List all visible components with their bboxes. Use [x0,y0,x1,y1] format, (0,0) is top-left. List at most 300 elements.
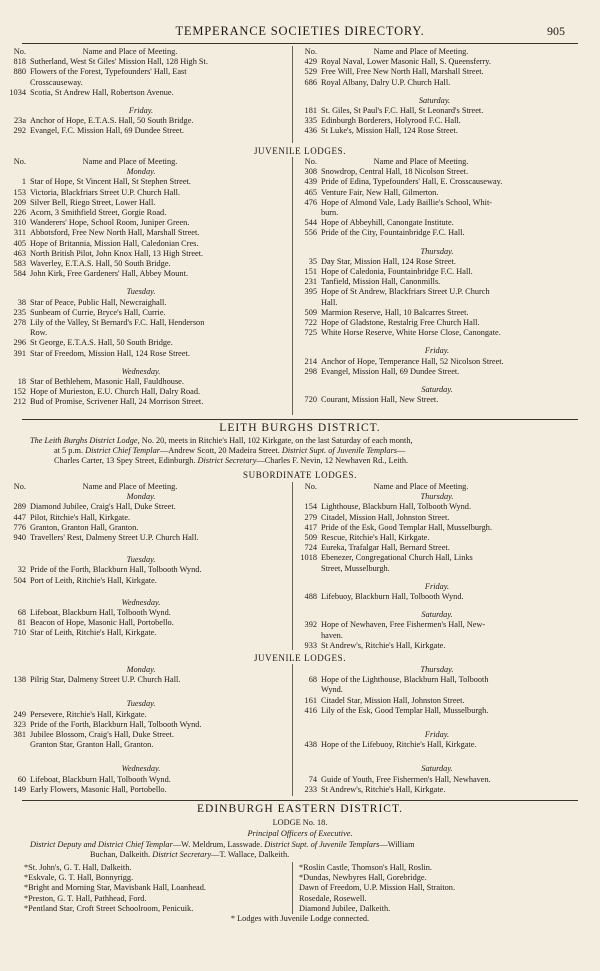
lodge-entry [6,608,288,618]
day-label: Monday. [126,167,156,177]
lodge-entry [297,267,587,277]
lodge-name-place: Royal Albany, Dalry U.P. Church Hall. [321,77,451,87]
lodge-number: 416 [304,705,317,715]
lodge-number: 392 [304,620,317,630]
lodge-number: 405 [13,238,26,248]
lodge-entry [297,553,587,563]
lodge-name-place: St. Giles, St Paul's F.C. Hall, St Leonard's Street. [321,106,484,116]
day-label: Saturday. [421,610,453,620]
lodge-name-place: Lily of the Esk, Good Templar Hall, Musselburgh. [321,705,489,715]
lodge-name-place: Citadel Star, Mission Hall, Johnston Street. [321,695,465,705]
lodge-number: 933 [304,640,317,650]
lodge-entry [297,177,587,187]
col-no-label: No. [304,482,317,491]
lodge-number: 161 [304,695,317,705]
list-item: *Preston, G. T. Hall, Pathhead, Ford. [24,893,147,903]
lodge-entry [6,88,288,98]
page-number: 905 [547,24,565,38]
lodge-name-place: Courant, Mission Hall, New Street. [321,395,439,405]
day-label: Monday. [126,492,156,502]
lodge-name-place: John Kirk, Free Gardeners' Hall, Abbey Mount. [30,269,188,279]
lodge-number: 417 [304,522,317,532]
lodge-name-place: Victoria, Blackfriars Street U.P. Church Hall. [30,187,180,197]
list [6,502,288,543]
day-label: Thursday. [420,492,454,502]
lodge-number: 1034 [9,87,26,97]
header-rule [22,43,578,44]
col-no-label: No. [304,47,317,56]
lodge-number: 476 [304,197,317,207]
lodge-entry [297,523,587,533]
lodge-entry [297,775,587,785]
lodge-name-place: North British Pilot, John Knox Hall, 13 High Street. [30,248,204,258]
list-item: *Bright and Morning Star, Mavisbank Hall, Loanhead. [24,883,206,893]
officer-name: Buchan, Dalkeith. [90,850,151,860]
juvenile-left-column [6,157,288,408]
lodge-entry [6,565,288,575]
lodge-entry [6,397,288,407]
lodge-entry [6,720,288,730]
footnote: * Lodges with Juvenile Lodge connected. [230,914,370,923]
lodge-number: 722 [304,318,317,328]
lodge-name-place: St Andrew's, Ritchie's Hall, Kirkgate. [321,640,446,650]
page-header [0,24,600,40]
lodge-number: 686 [304,77,317,87]
lodge-name-place: Tanfield, Mission Hall, Canonmills. [321,277,441,287]
lodge-name-place: Pride of the Esk, Good Templar Hall, Musselburgh. [321,522,493,532]
lodge-entry-continued [297,631,587,641]
lodge-name-place: Eureka, Trafalgar Hall, Bernard Street. [321,543,450,553]
lodge-name-place: Wynd. [321,685,343,695]
col-name-label: Name and Place of Meeting. [373,47,469,56]
lodge-name-place: Hope of the Lifebuoy, Ritchie's Hall, Kirkgate. [321,740,477,750]
col-no-label: No. [13,47,26,56]
lodge-name-place: Silver Bell, Riego Street, Lower Hall. [30,197,156,207]
lodge-entry [6,57,288,67]
lodge-entry [297,706,587,716]
lodge-entry [6,308,288,318]
lodge-name-place: Star of Leith, Ritchie's Hall, Kirkgate. [30,628,157,638]
lodge-number: 81 [17,618,26,628]
lodge-number: 776 [13,522,26,532]
lodge-entry [6,533,288,543]
lodge-name-place: Travellers' Rest, Dalmeny Street U.P. Church Hall. [30,533,199,543]
dash: — [397,446,406,456]
subordinate-lodges-heading: SUBORDINATE LODGES. [243,470,357,480]
lodge-name-place: Hall. [321,297,338,307]
lodge-number: 298 [304,366,317,376]
lodge-number: 818 [13,57,26,67]
lodge-number: 38 [17,297,26,307]
lodge-name-place: Lifebuoy, Blackburn Hall, Tolbooth Wynd. [321,592,464,602]
lodge-entry [297,116,582,126]
lodge-name-place: Beacon of Hope, Masonic Hall, Portobello. [30,618,174,628]
lodge-name-place: Lifeboat, Blackburn Hall, Tolbooth Wynd. [30,608,171,618]
lodge-entry [297,592,587,602]
lodge-entry [297,188,587,198]
lodge-name-place: Lighthouse, Blackburn Hall, Tolbooth Wynd. [321,502,472,512]
lodge-name-place: Star of Freedom, Mission Hall, 124 Rose Street. [30,348,190,358]
eastern-left-column [24,863,289,914]
lodge-number: 138 [13,675,26,685]
lodge-entry-continued [297,208,587,218]
lodge-entry [6,126,288,136]
lodge-entry [297,106,582,116]
officer-title: District Supt. of Juvenile Templars [281,446,398,456]
list [6,177,288,279]
lodge-entry [297,696,587,706]
lodge-entry [6,628,288,638]
lodge-number: 488 [304,592,317,602]
lodge-name-place: Guide of Youth, Free Fishermen's Hall, Newhaven. [321,774,491,784]
lodge-name-place: Hope of Murieston, E.U. Church Hall, Dalry Road. [30,387,201,397]
list [6,377,288,408]
lodge-number: 279 [304,512,317,522]
lodge-number: 584 [13,269,26,279]
list [6,565,288,585]
lodge-entry [297,277,587,287]
lodge-entry [297,126,582,136]
lodge-entry [6,208,288,218]
col-name-label: Name and Place of Meeting. [373,157,469,166]
lodge-entry [6,349,288,359]
lodge-name-place: Waverley, E.T.A.S. Hall, 50 South Bridge. [30,259,171,269]
lodge-entry [6,513,288,523]
lodge-number: 68 [17,608,26,618]
lodge-number: 296 [13,338,26,348]
lodge-number: 1 [21,177,26,187]
lodge-number: 212 [13,397,26,407]
day-label: Tuesday. [126,555,156,565]
lodge-entry [297,641,587,651]
lodge-name-place: Sutherland, West St Giles' Mission Hall, 128 High St. [30,57,208,67]
lodge-number: 278 [13,318,26,328]
lodge-entry [6,618,288,628]
lodge-name-place: Jubilee Blossom, Craig's Hall, Duke Street. [30,730,174,740]
officer-title: District Chief Templar [85,446,160,456]
lodge-name-place: Early Flowers, Masonic Hall, Portobello. [30,784,167,794]
list [297,357,587,377]
list-item: *Pentland Star, Croft Street Schoolroom, Penicuik. [24,903,194,913]
lodge-name-place: Royal Naval, Lower Masonic Hall, S. Queensferry. [321,57,491,67]
lodge-number: 153 [13,187,26,197]
lodge-entry [6,785,288,795]
officer-title: District Deputy and District Chief Templar [30,840,173,849]
lodge-entry [6,67,288,77]
lodge-number: 235 [13,307,26,317]
lodge-name-place: Day Star, Mission Hall, 124 Rose Street. [321,256,456,266]
leith-juvenile-heading: JUVENILE LODGES. [253,653,347,663]
lodge-name-place: Bud of Promise, Scrivener Hall, 24 Morrison Street. [30,397,204,407]
day-label: Friday. [424,730,450,740]
lodge-name-place: Hope of Abbeyhill, Canongate Institute. [321,218,454,228]
lodge-entry [297,318,587,328]
lodge-name-place: Crosscauseway. [30,77,83,87]
lodge-entry [297,513,587,523]
list [297,740,587,750]
lodge-name-place: Port of Leith, Ritchie's Hall, Kirkgate. [30,575,157,585]
lodge-entry-continued [6,740,288,750]
list [6,775,288,795]
column-divider [292,46,293,143]
lodge-entry [297,543,587,553]
lodge-number: 311 [13,228,26,238]
lodge-name-place: Abbotsford, Free New North Hall, Marshall Street. [30,228,200,238]
lodge-entry [6,730,288,740]
lodge-name-place: Star of Peace, Public Hall, Newcraighall. [30,297,167,307]
lodge-number: 149 [13,784,26,794]
lodge-number: 68 [308,675,317,685]
lodge-entry [6,218,288,228]
lodge-entry-continued [297,298,587,308]
leith-sub-left-column [6,482,288,639]
lodge-name-place: Ebenezer, Congregational Church Hall, Links [321,553,473,563]
lodge-number: 23a [14,116,26,126]
list-item: Dawn of Freedom, U.P. Mission Hall, Straiton. [299,883,456,893]
officer-name: —W. Meldrum, Lasswade. [172,840,263,849]
page-title: TEMPERANCE SOCIETIES DIRECTORY. [175,24,425,38]
lodge-number: 529 [304,67,317,77]
lodge-entry [6,228,288,238]
lodge-number: 395 [304,287,317,297]
lodge-entry [297,533,587,543]
lodge-name-place: Pride of Edina, Typefounders' Hall, E. Crosscauseway. [321,177,503,187]
lodge-entry [6,298,288,308]
list-item: *Dundas, Newbyres Hall, Gorebridge. [299,873,427,883]
day-label: Friday. [424,581,450,591]
lodge-name-place: Row. [30,328,48,338]
list [297,257,587,339]
day-label: Thursday. [420,665,454,674]
lodge-name-place: Hope of Caledonia, Fountainbridge F.C. Hall. [321,267,473,277]
lodge-name-place: Marmion Reserve, Hall, 10 Balcarres Street. [321,307,469,317]
lodge-entry [6,177,288,187]
lodge-number: 381 [13,730,26,740]
lodge-number: 439 [304,177,317,187]
lodge-entry [6,249,288,259]
day-label: Thursday. [420,246,454,256]
lodge-name-place: Rescue, Ritchie's Hall, Kirkgate. [321,533,430,543]
col-no-label: No. [13,157,26,166]
officer-name: —T. Wallace, Dalkeith. [211,850,290,860]
lodge-name-place: Hope of Gladstone, Restalrig Free Church Hall. [321,318,480,328]
officer-name: —Andrew Scott, 20 Madeira Street. [159,446,280,456]
column-divider [292,482,293,650]
lodge-name-place: Pilrig Star, Dalmeny Street U.P. Church Hall. [30,675,181,685]
lodge-number: 74 [308,774,317,784]
lodge-number: 335 [304,116,317,126]
lodge-number: 504 [13,575,26,585]
lodge-name-place: Granton, Granton Hall, Granton. [30,522,139,532]
lodge-name-place: Evangel, F.C. Mission Hall, 69 Dundee Street. [30,126,184,136]
lodge-name-place: Venture Fair, New Hall, Gilmerton. [321,187,439,197]
day-label: Wednesday. [121,597,161,607]
column-divider [292,157,293,415]
juvenile-lodges-heading: JUVENILE LODGES. [253,146,347,156]
day-label: Saturday. [421,764,453,774]
lodge-number: 154 [304,502,317,512]
lodge-name-place: Scotia, St Andrew Hall, Robertson Avenue. [30,87,174,97]
lodge-name-place: Diamond Jubilee, Craig's Hall, Duke Street. [30,502,176,512]
lodge-name-place: Hope of St Andrew, Blackfriars Street U.P. Church [321,287,490,297]
leith-juv-right-column [297,665,587,795]
lodge-number: 725 [304,328,317,338]
lodge-number: LODGE No. 18. [272,818,328,827]
eastern-district-title: EDINBURGH EASTERN DISTRICT. [197,803,403,815]
lodge-name-place: Free Will, Free New North Hall, Marshall Street. [321,67,484,77]
lodge-number: 509 [304,533,317,543]
lodge-number: 60 [17,774,26,784]
officer-name: —William [379,840,415,849]
list [297,167,587,238]
lodge-entry [6,377,288,387]
eastern-right-column [299,863,579,914]
lodge-name-place: Pride of the Forth, Blackburn Hall, Tolbooth Wynd. [30,719,202,729]
list [297,57,582,88]
lodge-entry [297,287,587,297]
lodge-name-place: Hope of the Lighthouse, Blackburn Hall, Tolbooth [321,675,489,685]
lodge-entry [6,338,288,348]
lodge-number: 231 [304,277,317,287]
lodge-number: 214 [304,356,317,366]
lodge-number: 152 [13,387,26,397]
lodge-name-place: Citadel, Mission Hall, Johnston Street. [321,512,450,522]
lodge-name-place: Snowdrop, Central Hall, 18 Nicolson Street. [321,167,469,177]
list [6,57,288,98]
lodge-number: 249 [13,709,26,719]
lodge-number: 18 [17,377,26,387]
lodge-name-place: haven. [321,630,343,640]
lodge-name: The Leith Burghs District Lodge [30,436,138,445]
lodge-number: 1018 [300,553,317,563]
officer-title: District Supt. of Juvenile Templars [264,840,380,849]
lodge-entry [6,576,288,586]
col-no-label: No. [13,482,26,491]
lodge-number: 544 [304,218,317,228]
lodge-entry [297,218,587,228]
list [6,116,288,136]
lodge-number: 447 [13,512,26,522]
officer-title: District Secretary [152,850,212,860]
lodge-number: 509 [304,307,317,317]
list [297,675,587,716]
lodge-number: 583 [13,259,26,269]
day-label: Friday. [424,346,450,356]
col-no-label: No. [304,157,317,166]
lodge-number: 720 [304,395,317,405]
lodge-number: 438 [304,740,317,750]
col-name-label: Name and Place of Meeting. [82,157,178,166]
lodge-number: 310 [13,218,26,228]
lodge-number: 710 [13,628,26,638]
lodge-entry [6,502,288,512]
lodge-name-place: Pride of the City, Fountainbridge F.C. Hall. [321,228,465,238]
lodge-number: 209 [13,197,26,207]
lodge-number: 35 [308,256,317,266]
leith-district-title: LEITH BURGHS DISTRICT. [219,422,381,434]
lodge-name-place: St George, E.T.A.S. Hall, 50 South Bridge. [30,338,173,348]
column-divider [292,664,293,796]
lodge-entry [6,523,288,533]
lodge-name-place: Wanderers' Hope, School Room, Juniper Green. [30,218,190,228]
list [297,620,587,651]
lodge-entry [297,675,587,685]
lodge-number: 233 [304,784,317,794]
lodge-entry [297,78,582,88]
lodge-entry [6,269,288,279]
lodge-entry [297,57,582,67]
lodge-entry [297,357,587,367]
lodge-entry [297,167,587,177]
lodge-entry-continued [6,78,288,88]
lodge-entry [6,239,288,249]
lodge-entry [297,198,587,208]
list-item: Diamond Jubilee, Dalkeith. [299,903,391,913]
lodge-entry [6,710,288,720]
lodge-name-place: Hope of Britannia, Mission Hall, Caledonian Cres. [30,238,199,248]
meeting-time: at 5 p.m. [54,446,84,456]
lodge-entry-continued [297,564,587,574]
col-name-label: Name and Place of Meeting. [82,482,178,491]
top-right-column [297,47,582,137]
list [6,710,288,751]
lodge-entry [297,367,587,377]
lodge-entry [6,116,288,126]
lodge-name-place: St Andrew's, Ritchie's Hall, Kirkgate. [321,784,446,794]
lodge-entry [6,387,288,397]
day-label: Friday. [128,106,154,116]
list-item: Rosedale, Rosewell. [299,893,367,903]
lodge-entry [6,318,288,328]
lodge-number: 436 [304,126,317,136]
lodge-number: 463 [13,248,26,258]
lodge-entry [297,308,587,318]
lodge-name-place: Sunbeam of Currie, Bryce's Hall, Currie. [30,307,166,317]
officers-heading: Principal Officers of Executive. [247,829,353,838]
lodge-name-place: Hope of Newhaven, Free Fishermen's Hall, New- [321,620,486,630]
lodge-number: 465 [304,187,317,197]
officer-title: District Secretary [197,456,257,466]
lodge-entry [297,228,587,238]
meeting-info: , No. 20, meets in Ritchie's Hall, 102 Kirkgate, on the last Saturday of each month, [137,436,413,445]
day-label: Saturday. [421,385,453,395]
col-name-label: Name and Place of Meeting. [82,47,178,56]
lodge-number: 940 [13,533,26,543]
leith-sub-right-column [297,482,587,651]
lodge-number: 556 [304,228,317,238]
day-label: Wednesday. [121,366,161,376]
lodge-entry [297,785,587,795]
lodge-name-place: Flowers of the Forest, Typefounders' Hall, East [30,67,187,77]
lodge-number: 32 [17,565,26,575]
lodge-entry [6,259,288,269]
lodge-entry [6,198,288,208]
lodge-number: 323 [13,719,26,729]
lodge-name-place: Star of Bethlehem, Masonic Hall, Fauldhouse. [30,377,184,387]
day-label: Tuesday. [126,287,156,297]
lodge-entry [297,502,587,512]
column-divider [292,862,293,914]
list-item: *Eskvale, G. T. Hall, Bonnyrigg. [24,873,134,883]
lodge-name-place: Anchor of Hope, E.T.A.S. Hall, 50 South Bridge. [30,116,194,126]
lodge-name-place: Lifeboat, Blackburn Hall, Tolbooth Wynd. [30,774,171,784]
lodge-entry [297,328,587,338]
lodge-entry [297,67,582,77]
lodge-entry [6,188,288,198]
lodge-entry [297,620,587,630]
leith-juv-left-column [6,665,288,795]
juvenile-right-column [297,157,587,405]
